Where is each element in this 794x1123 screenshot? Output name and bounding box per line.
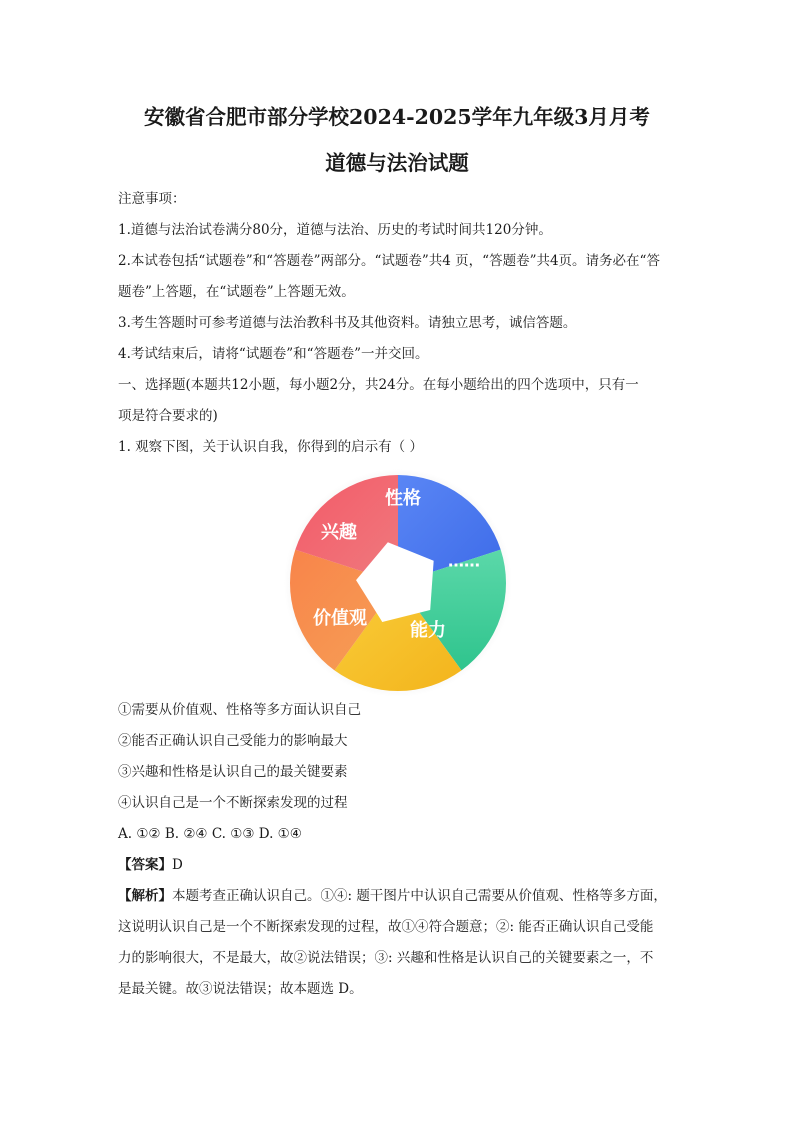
note-line-1: 1.道德与法治试卷满分80分，道德与法治、历史的考试时间共120分钟。 — [118, 222, 552, 238]
note-line-2: 2.本试卷包括“试题卷”和“答题卷”两部分。“试题卷”共4 页，“答题卷”共4页。请务必在“答 — [118, 253, 660, 269]
statement-2: ②能否正确认识自己受能力的影响最大 — [118, 733, 348, 749]
self-knowledge-diagram — [0, 463, 794, 695]
exam-subtitle: 道德与法治试题 — [325, 151, 469, 175]
analysis-line-4: 是最关键。故③说法错误；故本题选 D。 — [118, 981, 363, 997]
answer-value: D — [172, 857, 183, 873]
label-values: 价值观 — [313, 608, 367, 629]
answer-label: 【答案】 — [118, 857, 172, 873]
label-personality: 性格 — [385, 488, 421, 509]
analysis-line-1 — [118, 881, 676, 912]
analysis-label: 【解析】 — [118, 888, 172, 904]
question-stem: 1. 观察下图，关于认识自我，你得到的启示有（ ） — [118, 439, 423, 455]
statement-1: ①需要从价值观、性格等多方面认识自己 — [118, 702, 361, 718]
label-more: …… — [448, 551, 480, 571]
note-line-4: 4.考试结束后，请将“试题卷”和“答题卷”一并交回。 — [118, 346, 429, 362]
statement-4: ④认识自己是一个不断探索发现的过程 — [118, 795, 348, 811]
section-heading-cont: 项是符合要求的) — [118, 408, 218, 424]
notes-heading: 注意事项： — [118, 191, 186, 207]
analysis-line-2: 这说明认识自己是一个不断探索发现的过程，故①④符合题意；②: 能否正确认识自己受能 — [118, 919, 654, 935]
analysis-line-3: 力的影响很大，不是最大，故②说法错误；③: 兴趣和性格是认识自己的关键要素之一，不 — [118, 950, 654, 966]
label-ability: 能力 — [410, 620, 446, 641]
note-line-2-cont: 题卷”上答题，在“试题卷”上答题无效。 — [118, 284, 355, 300]
analysis-text-1: 本题考查正确认识自己。①④: 题干图片中认识自己需要从价值观、性格等多方面， — [172, 888, 667, 904]
answer-options: A. ①② B. ②④ C. ①③ D. ①④ — [118, 826, 302, 842]
note-line-3: 3.考生答题时可参考道德与法治教科书及其他资料。请独立思考，诚信答题。 — [118, 315, 577, 331]
section-heading: 一、选择题(本题共12小题，每小题2分，共24分。在每小题给出的四个选项中，只有一 — [118, 377, 639, 393]
label-interest: 兴趣 — [321, 522, 357, 543]
answer-line — [118, 850, 676, 881]
exam-title: 安徽省合肥市部分学校2024-2025学年九年级3月月考 — [144, 105, 650, 129]
statement-3: ③兴趣和性格是认识自己的最关键要素 — [118, 764, 348, 780]
